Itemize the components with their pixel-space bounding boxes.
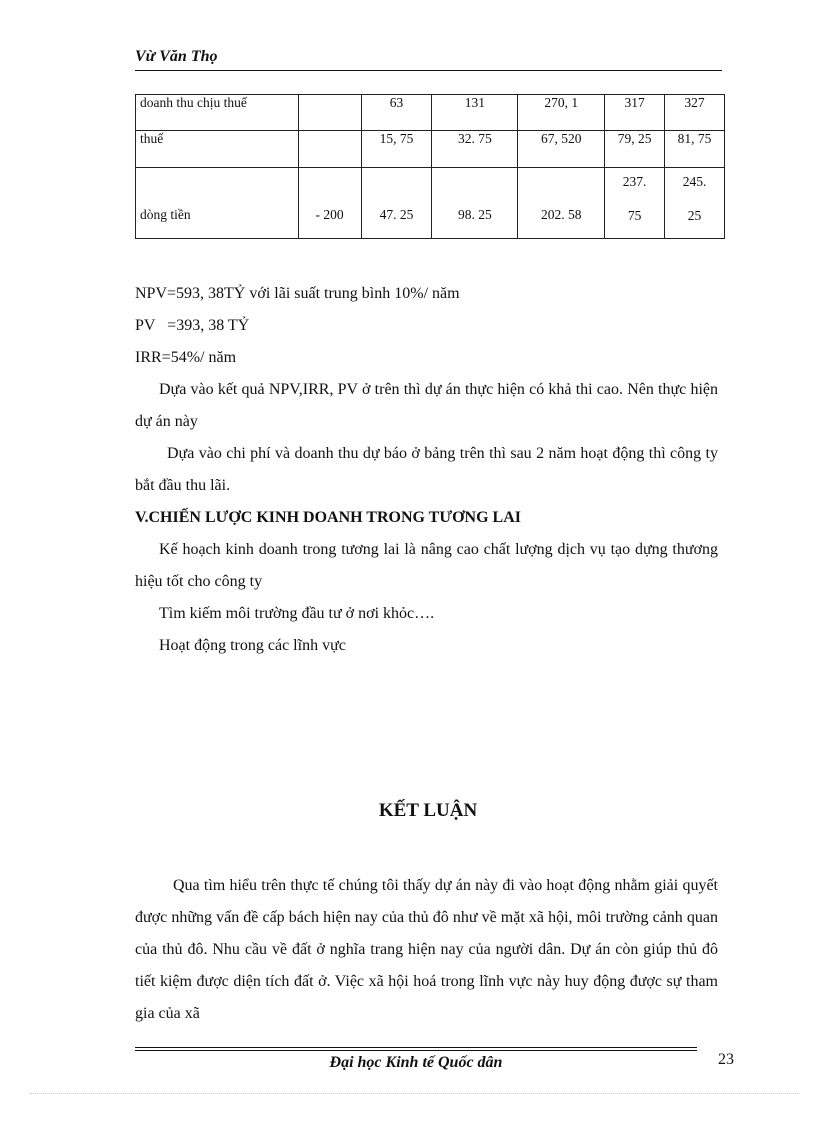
page-edge-divider xyxy=(30,1093,800,1094)
footer-rule xyxy=(135,1047,697,1048)
table-cell xyxy=(298,95,361,131)
table-cell: 63 xyxy=(361,95,432,131)
table-cell: 32. 75 xyxy=(432,131,518,168)
paragraph: Kế hoạch kinh doanh trong tương lai là nâng cao chất lượng dịch vụ tạo dựng thương hiệu tốt cho công ty xyxy=(135,541,718,590)
irr-line: IRR=54%/ năm xyxy=(135,349,237,366)
footer-institution: Đại học Kinh tế Quốc dân xyxy=(329,1054,503,1071)
page-header-author: Vừ Văn Thọ xyxy=(135,48,218,65)
table-cell: 317 xyxy=(605,95,665,131)
npv-line: NPV=593, 38TỶ với lãi suất trung bình 10%/ năm xyxy=(135,285,460,302)
table-cell: 98. 25 xyxy=(457,207,492,222)
section-heading: V.CHIẾN LƯỢC KINH DOANH TRONG TƯƠNG LAI xyxy=(135,509,521,526)
split-cell xyxy=(669,168,720,238)
paragraph: Tìm kiếm môi trường đầu tư ở nơi khỏc…. xyxy=(159,605,435,622)
cell-top: 245. xyxy=(682,174,707,189)
paragraph: Hoạt động trong các lĩnh vực xyxy=(159,637,346,654)
page-number: 23 xyxy=(718,1051,734,1068)
table-cell: 270, 1 xyxy=(518,95,605,131)
cell-bottom: 25 xyxy=(687,208,702,223)
table-cell: - 200 xyxy=(315,207,344,222)
split-cell xyxy=(609,168,660,238)
footer-rule xyxy=(135,1050,697,1051)
conclusion-title: KẾT LUẬN xyxy=(378,800,478,821)
table-cell: 67, 520 xyxy=(518,131,605,168)
cash-flow-table xyxy=(135,94,725,239)
table-row xyxy=(136,95,725,131)
cell-bottom: 75 xyxy=(627,208,642,223)
table-cell: 79, 25 xyxy=(605,131,665,168)
table-cell xyxy=(298,131,361,168)
row-label: dòng tiền xyxy=(140,207,191,222)
conclusion-paragraph: Qua tìm hiểu trên thực tế chúng tôi thấy dự án này đi vào hoạt động nhằm giải quyết được những vấn đề cấp bách hiện nay của thủ đô như về mặt xã hội, môi trường cảnh quan của thủ đô. Nhu cầu về đất ở nghĩa trang hiện nay của người dân. Dự án còn giúp thủ đô tiết kiệm được diện tích đất ở. Việc xã hội hoá trong lĩnh vực này huy động được sự tham gia của xã xyxy=(135,877,718,1022)
table-row xyxy=(136,131,725,168)
table-cell: 47. 25 xyxy=(379,207,414,222)
row-label: doanh thu chịu thuế xyxy=(136,95,299,131)
table-row xyxy=(136,168,725,239)
table-cell: 81, 75 xyxy=(665,131,725,168)
paragraph: Dựa vào chi phí và doanh thu dự báo ở bảng trên thì sau 2 năm hoạt động thì công ty bắt đầu thu lãi. xyxy=(135,445,718,494)
paragraph: Dựa vào kết quả NPV,IRR, PV ở trên thì dự án thực hiện có khả thi cao. Nên thực hiện dự án này xyxy=(135,381,718,430)
analysis-section xyxy=(135,278,718,662)
table-cell: 15, 75 xyxy=(361,131,432,168)
row-label: thuế xyxy=(136,131,299,168)
table-cell: 327 xyxy=(665,95,725,131)
header-rule xyxy=(135,70,722,71)
pv-line: PV =393, 38 TỶ xyxy=(135,317,250,334)
cell-top: 237. xyxy=(622,174,647,189)
table-cell: 202. 58 xyxy=(540,207,582,222)
table-cell: 131 xyxy=(432,95,518,131)
